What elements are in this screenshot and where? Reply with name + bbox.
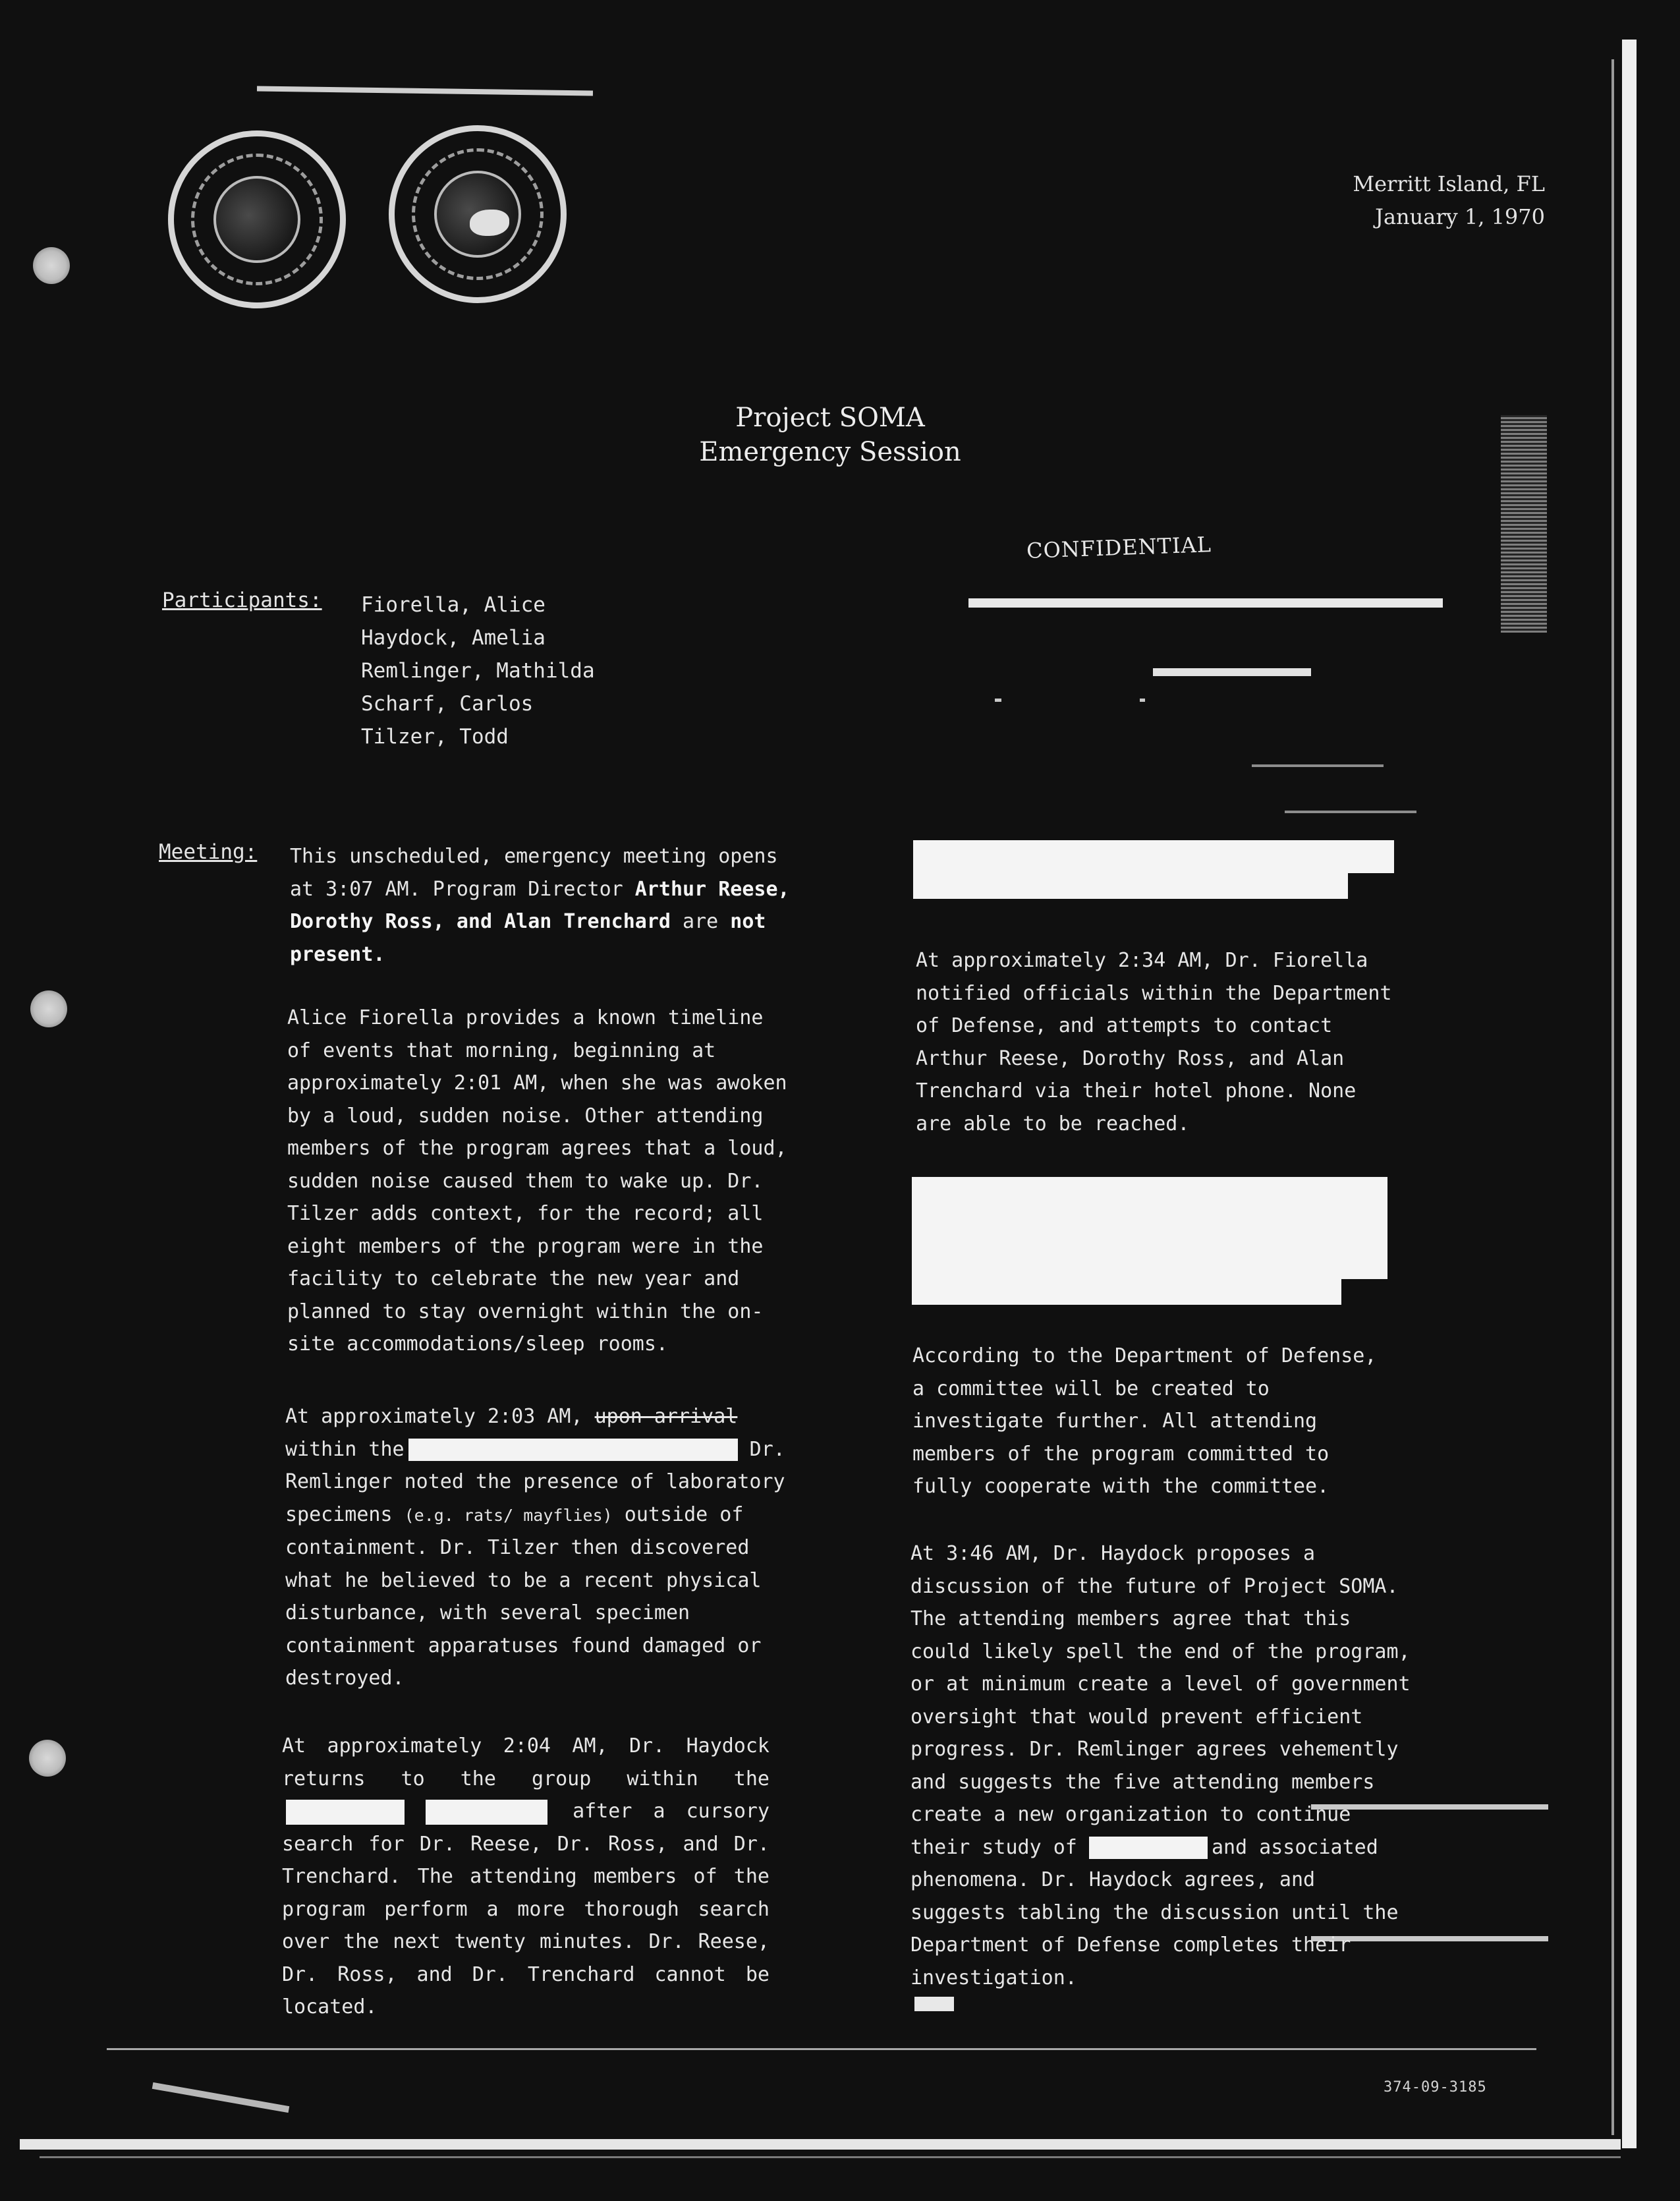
scan-streak [257,86,593,96]
scan-edge-bottom-line [40,2156,1621,2158]
participants-list [361,588,595,753]
footer-rule [107,2048,1536,2050]
redaction-block [912,1277,1341,1305]
scan-speckle [1285,811,1416,813]
redaction-bar [408,1439,738,1461]
struck-text: upon arrival [594,1405,738,1428]
redaction-bar [968,598,1443,608]
scan-smudge [152,2082,290,2113]
scan-speckle [914,1997,954,2011]
redaction-block [913,871,1348,899]
meeting-paragraph-search: At approximately 2:04 AM, Dr. Haydock returns to the group within the after a cursory search for Dr. Reese, Dr. Ross, and Dr. Trenchard. The attending members of the program perform a more thorough search over the next twenty minutes. Dr. Reese, Dr. Ross, and Dr. Trenchard cannot be located. [282,1734,770,2018]
redaction-block [913,840,1394,873]
participant-name: Haydock, Amelia [361,626,546,650]
scan-speckle [995,699,1001,702]
aeronautics-agency-seal [389,125,567,303]
scan-noise [1501,415,1547,633]
meeting-paragraph-timeline: Alice Fiorella provides a known timeline of events that morning, beginning at approximately 2:01 AM, when she was awoken by a loud, sudden noise. Other attending members of the program agrees that a loud, sudden noise caused them to wake up. Dr. Tilzer adds context, for the record; all eight members of the program were in the facility to celebrate the new year and planned to stay overnight within the on-site accommodations/sleep rooms. [287,1006,787,1356]
absent-names: Arthur Reese, Dorothy Ross, and Alan Trenchard [290,877,790,933]
scan-edge-right-inner [1611,59,1614,2135]
date-line: January 1, 1970 [1375,204,1545,229]
department-of-defense-seal [168,130,346,308]
participants-label: Participants: [162,588,322,612]
redaction-bar [1153,668,1311,676]
confidential-stamp: CONFIDENTIAL [1026,532,1212,563]
scan-edge-right [1622,40,1637,2148]
document-title: Project SOMA [735,403,925,433]
participant-name: Remlinger, Mathilda [361,659,595,683]
meeting-paragraph-opening: This unscheduled, emergency meeting opens at 3:07 AM. Program Director Arthur Reese, Dorothy Ross, and Alan Trenchard are not present. [290,845,790,966]
scan-speckle [1252,764,1384,767]
meeting-paragraph-committee: According to the Department of Defense, a committee will be created to investigate further. All attending members of the program committed to fully cooperate with the committee. [912,1344,1377,1498]
punch-hole [29,1740,66,1777]
scan-edge-bottom [20,2139,1621,2150]
document-subtitle: Emergency Session [699,437,961,467]
not-present-note: not present. [290,910,766,966]
meeting-paragraph-notification: At approximately 2:34 AM, Dr. Fiorella notified officials within the Department of Defense, and attempts to contact Arthur Reese, Dorothy Ross, and Alan Trenchard via their hotel phone. None are able to be reached. [916,949,1392,1135]
location-line: Merritt Island, FL [1353,171,1545,196]
punch-hole [33,247,70,284]
scan-speckle [1140,699,1145,702]
document-number: 374-09-3185 [1384,2079,1487,2096]
meeting-paragraph-future: At 3:46 AM, Dr. Haydock proposes a discussion of the future of Project SOMA. The attending members agree that this could likely spell the end of the program, or at minimum create a level of government oversight that would prevent efficient progress. Dr. Remlinger agrees vehemently and suggests the five attending members create a new organization to continue their study of and associated phenomena. Dr. Haydock agrees, and suggests tabling the discussion until the Department of Defense completes their investigation. [910,1542,1411,1989]
meeting-paragraph-specimens: At approximately 2:03 AM, upon arrival within the Dr. Remlinger noted the presence of laboratory specimens (e.g. rats/ mayflies) outside of containment. Dr. Tilzer then discovered what he believed to be a recent physical disturbance, with several specimen containment apparatuses found damaged or destroyed. [285,1405,785,1690]
redaction-block [912,1177,1387,1279]
participant-name: Fiorella, Alice [361,593,546,617]
participant-name: Scharf, Carlos [361,692,534,716]
specimen-note: (e.g. rats/ mayflies) [404,1505,613,1525]
redaction-bar [286,1800,405,1825]
redaction-bar [1089,1837,1208,1859]
punch-hole [30,990,67,1027]
redaction-bar [426,1800,547,1825]
meeting-label: Meeting: [159,840,258,864]
participant-name: Tilzer, Todd [361,725,509,749]
